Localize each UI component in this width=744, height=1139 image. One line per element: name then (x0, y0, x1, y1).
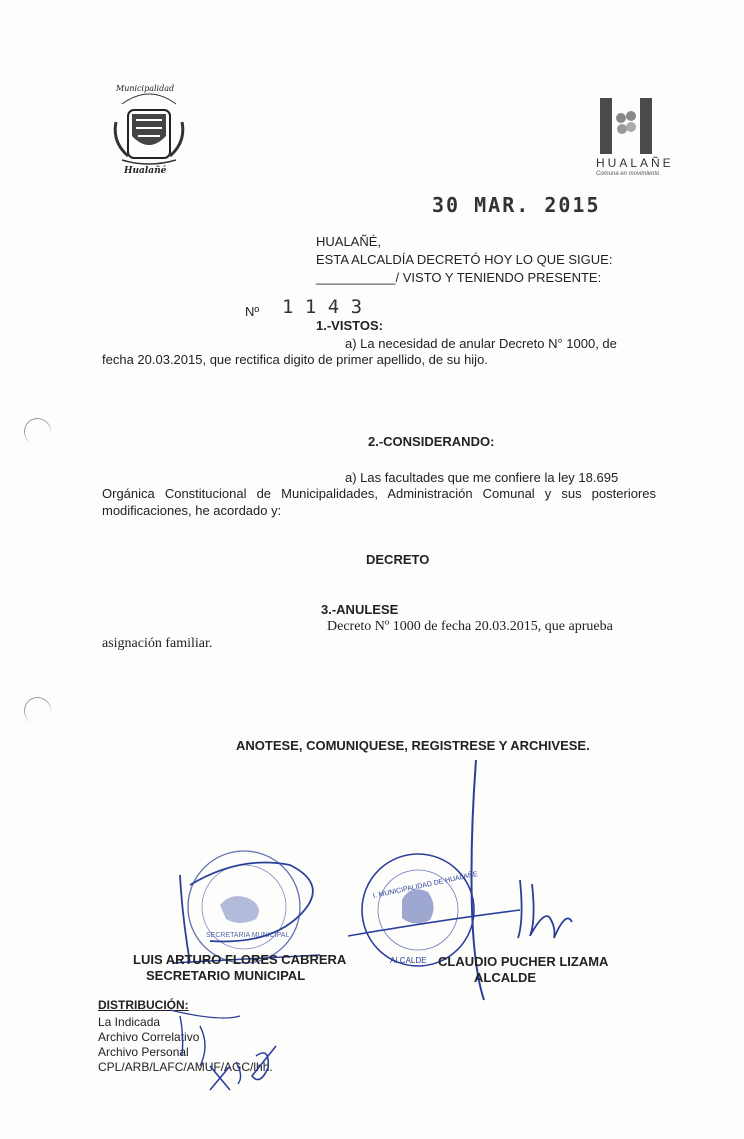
considerando-paragraph-rest: Orgánica Constitucional de Municipalidades, Administración Comunal y sus posteriores modificaciones, he acordado y: (102, 486, 656, 518)
distribution-item: Archivo Personal (98, 1045, 189, 1059)
mayor-stamp-text: I. MUNICIPALIDAD DE HUALAÑE (372, 870, 479, 901)
decree-number-label: Nº (245, 304, 260, 319)
vistos-paragraph-first: a) La necesidad de anular Decreto N° 1000, de (345, 336, 617, 351)
section-vistos-heading: 1.-VISTOS: (316, 318, 383, 333)
anulese-paragraph-rest: asignación familiar. (102, 636, 213, 651)
initials-scribble (140, 1006, 300, 1096)
mayor-title: ALCALDE (474, 970, 537, 985)
secretary-title: SECRETARIO MUNICIPAL (146, 968, 306, 983)
hole-punch-mark (20, 414, 55, 449)
intro-statement: ESTA ALCALDÍA DECRETÓ HOY LO QUE SIGUE: (316, 252, 613, 267)
mayor-name: CLAUDIO PUCHER LIZAMA (438, 954, 609, 969)
crest-label-top: Municipalidad (116, 84, 175, 93)
hualane-logo (594, 96, 660, 156)
distribution-item: Archivo Correlativo (98, 1030, 200, 1044)
brand-name: HUALAÑE (596, 156, 674, 170)
secretary-stamp-text: SECRETARIA MUNICIPAL (206, 932, 290, 939)
mayor-stamp-bottom-text: ALCALDE (390, 956, 427, 965)
distribution-heading: DISTRIBUCIÓN: (98, 998, 189, 1012)
distribution-item: La Indicada (98, 1015, 161, 1029)
crest-label-bottom: Hualañé (124, 166, 167, 176)
decree-number: 1 1 4 3 (282, 296, 363, 318)
distribution-item: CPL/ARB/LAFC/AMUF/AGC/lhh. (98, 1060, 273, 1074)
mayor-stamp-and-signature (340, 760, 600, 1010)
section-decreto-heading: DECRETO (366, 552, 430, 567)
date-stamp: 30 MAR. 2015 (432, 193, 601, 217)
section-considerando-heading: 2.-CONSIDERANDO: (368, 434, 495, 449)
anulese-paragraph-first: Decreto Nº 1000 de fecha 20.03.2015, que aprueba (327, 619, 613, 634)
brand-tagline: Comuna en movimiento (596, 171, 660, 177)
municipal-crest (108, 82, 190, 178)
secretary-name: LUIS ARTURO FLORES CABRERA (133, 952, 347, 967)
hole-punch-mark (20, 693, 55, 728)
intro-visto: ___________/ VISTO Y TENIENDO PRESENTE: (316, 270, 602, 285)
vistos-paragraph-rest: fecha 20.03.2015, que rectifica digito de primer apellido, de su hijo. (102, 352, 488, 367)
closing-statement: ANOTESE, COMUNIQUESE, REGISTRESE Y ARCHIVESE. (236, 738, 590, 753)
considerando-paragraph-first: a) Las facultades que me confiere la ley 18.695 (345, 470, 619, 485)
intro-city: HUALAÑÉ, (316, 234, 382, 249)
section-anulese-heading: 3.-ANULESE (321, 602, 399, 617)
